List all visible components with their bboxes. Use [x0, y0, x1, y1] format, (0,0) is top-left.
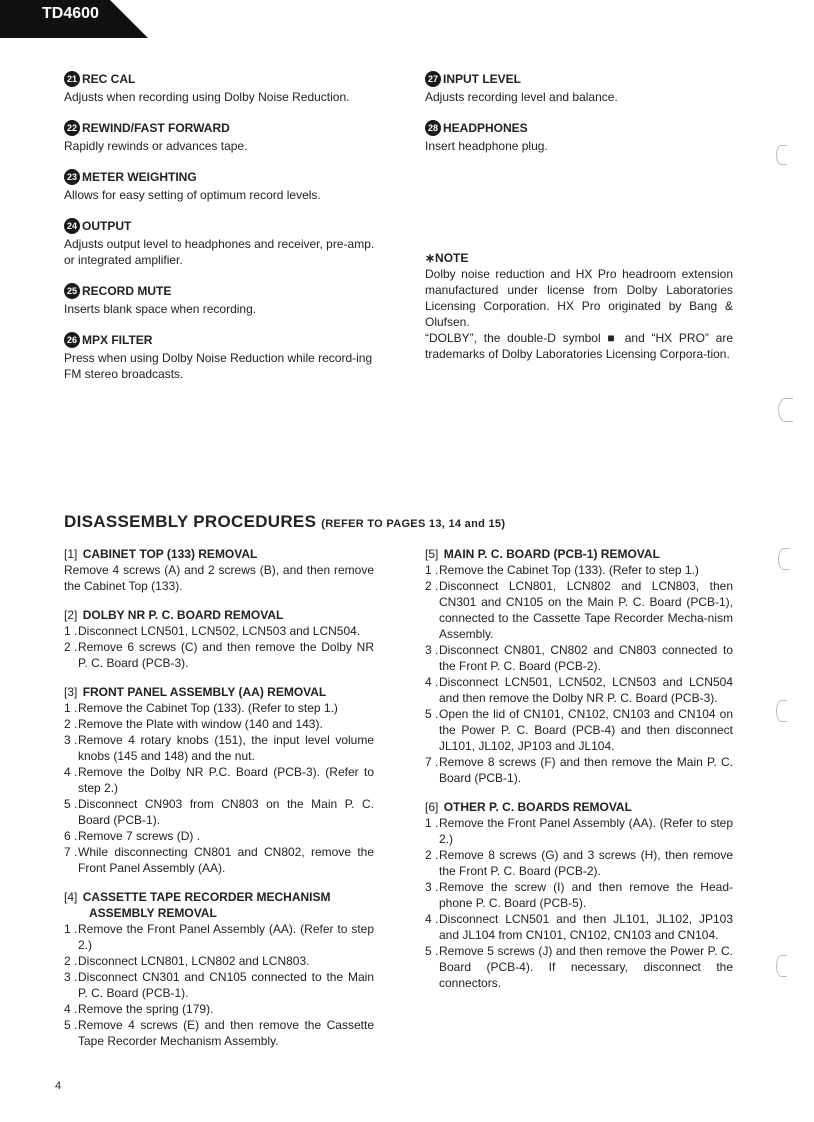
step-number: 1 . [64, 922, 78, 936]
step-number: 2 . [425, 848, 439, 862]
control-description: Press when using Dolby Noise Reduction while record-ing FM stereo broadcasts. [64, 351, 373, 381]
control-title-row [64, 168, 384, 186]
procedure-step [64, 1001, 374, 1017]
procedure-step [425, 754, 733, 786]
step-text: Disconnect LCN501, LCN502, LCN503 and LCN504 and then remove the Dolby NR P. C. Board (PCB-3). [439, 675, 733, 705]
procedure-2-steps [64, 623, 374, 671]
control-number-badge: 22 [64, 120, 80, 136]
step-number: 1 . [425, 563, 439, 577]
procedure-4-steps [64, 921, 374, 1049]
procedure-step [425, 815, 733, 847]
step-text: Remove 6 screws (C) and then remove the Dolby NR P. C. Board (PCB-3). [78, 640, 374, 670]
step-text: While disconnecting CN801 and CN802, remove the Front Panel Assembly (AA). [78, 845, 374, 875]
procedure-6-steps [425, 815, 733, 991]
procedure-6-title: OTHER P. C. BOARDS REMOVAL [443, 800, 632, 814]
control-description: Insert headphone plug. [425, 139, 548, 153]
procedure-4-number: [4] [64, 890, 78, 904]
step-text: Disconnect CN301 and CN105 connected to the Main P. C. Board (PCB-1). [78, 970, 374, 1000]
step-text: Open the lid of CN101, CN102, CN103 and CN104 on the Power P. C. Board (PCB-4) and then disconnect JL101, JL102, JP103 and JL104. [439, 707, 733, 753]
control-number-badge: 28 [425, 120, 441, 136]
step-number: 2 . [64, 717, 78, 731]
procedure-step [64, 796, 374, 828]
procedure-step [425, 642, 733, 674]
step-text: Remove the Front Panel Assembly (AA). (Refer to step 2.) [439, 816, 733, 846]
control-number-badge: 27 [425, 71, 441, 87]
control-number-badge: 25 [64, 283, 80, 299]
step-number: 5 . [64, 1018, 78, 1032]
page-number: 4 [55, 1080, 62, 1092]
control-title-row [425, 119, 745, 137]
step-number: 3 . [64, 733, 78, 747]
control-description: Allows for easy setting of optimum record levels. [64, 188, 321, 202]
step-text: Remove the Dolby NR P.C. Board (PCB-3). (Refer to step 2.) [78, 765, 374, 795]
procedure-5-title: MAIN P. C. BOARD (PCB-1) REMOVAL [443, 547, 660, 561]
control-number-badge: 24 [64, 218, 80, 234]
step-text: Remove the Cabinet Top (133). (Refer to step 1.) [439, 563, 699, 577]
binding-mark [776, 145, 787, 165]
step-number: 3 . [425, 643, 439, 657]
control-item [425, 119, 745, 154]
control-title: REC CAL [82, 72, 136, 86]
step-text: Remove the Plate with window (140 and 143). [78, 717, 323, 731]
procedure-step [64, 623, 374, 639]
procedure-step [64, 844, 374, 876]
step-number: 6 . [64, 829, 78, 843]
procedure-1-title: CABINET TOP (133) REMOVAL [82, 547, 258, 561]
procedure-3-steps [64, 700, 374, 876]
procedure-1-number: [1] [64, 547, 78, 561]
procedure-step [425, 674, 733, 706]
control-item [64, 168, 384, 203]
note-block [425, 250, 733, 362]
procedure-3-title: FRONT PANEL ASSEMBLY (AA) REMOVAL [82, 685, 327, 699]
procedure-2 [64, 607, 374, 671]
step-number: 2 . [64, 954, 78, 968]
procedures-right-column [425, 546, 733, 1004]
control-number-badge: 21 [64, 71, 80, 87]
step-text: Disconnect LCN801, LCN802 and LCN803. [78, 954, 310, 968]
control-title: INPUT LEVEL [443, 72, 522, 86]
procedure-5-number: [5] [425, 547, 439, 561]
procedure-step [425, 847, 733, 879]
procedure-step [64, 764, 374, 796]
procedure-2-title: DOLBY NR P. C. BOARD REMOVAL [82, 608, 284, 622]
procedure-1-heading [64, 546, 374, 562]
procedure-step [64, 639, 374, 671]
step-text: Remove 4 screws (E) and then remove the Cassette Tape Recorder Mechanism Assembly. [78, 1018, 374, 1048]
control-number-badge: 26 [64, 332, 80, 348]
model-tab [0, 0, 148, 38]
step-text: Disconnect CN903 from CN803 on the Main P. C. Board (PCB-1). [78, 797, 374, 827]
procedure-5 [425, 546, 733, 786]
step-number: 2 . [64, 640, 78, 654]
control-title: RECORD MUTE [82, 284, 172, 298]
control-title-row [64, 119, 384, 137]
control-title: MPX FILTER [82, 333, 153, 347]
procedure-step [64, 828, 374, 844]
procedure-step [425, 706, 733, 754]
control-title-row [425, 70, 745, 88]
step-text: Disconnect LCN801, LCN802 and LCN803, then CN301 and CN105 on the Main P. C. Board (PCB-1), connected to the Cassette Tape Recorder Mecha-nism Assembly. [439, 579, 733, 641]
control-title-row [64, 70, 384, 88]
procedure-6-heading [425, 799, 733, 815]
control-item [64, 331, 384, 382]
procedure-6-number: [6] [425, 800, 439, 814]
step-text: Disconnect CN801, CN802 and CN803 connected to the Front P. C. Board (PCB-2). [439, 643, 733, 673]
control-title: METER WEIGHTING [82, 170, 197, 184]
procedure-step [64, 1017, 374, 1049]
procedure-4-heading [64, 889, 374, 921]
procedure-4-title: CASSETTE TAPE RECORDER MECHANISM [82, 890, 331, 904]
control-title: HEADPHONES [443, 121, 528, 135]
note-title: ∗NOTE [425, 251, 469, 265]
section-heading [64, 512, 505, 532]
procedure-4 [64, 889, 374, 1049]
control-title-row [64, 217, 384, 235]
step-number: 1 . [425, 816, 439, 830]
step-number: 3 . [425, 880, 439, 894]
controls-right-column [425, 70, 745, 168]
step-text: Remove the spring (179). [78, 1002, 214, 1016]
procedure-5-steps [425, 562, 733, 786]
step-number: 4 . [425, 912, 439, 926]
step-text: Disconnect LCN501 and then JL101, JL102, JP103 and JL104 from CN101, CN102, CN103 and CN104. [439, 912, 733, 942]
binding-mark [776, 700, 787, 722]
section-reference: (REFER TO PAGES 13, 14 and 15) [321, 518, 506, 530]
control-description: Adjusts when recording using Dolby Noise Reduction. [64, 90, 350, 104]
procedure-step [64, 921, 374, 953]
step-text: Remove 8 screws (F) and then remove the Main P. C. Board (PCB-1). [439, 755, 733, 785]
control-title: REWIND/FAST FORWARD [82, 121, 230, 135]
step-number: 3 . [64, 970, 78, 984]
procedure-step [425, 562, 733, 578]
step-number: 5 . [64, 797, 78, 811]
step-number: 1 . [64, 624, 78, 638]
control-title-row [64, 282, 384, 300]
procedure-6 [425, 799, 733, 991]
step-text: Disconnect LCN501, LCN502, LCN503 and LCN504. [78, 624, 361, 638]
procedure-step [425, 943, 733, 991]
note-paragraph-2: “DOLBY”, the double-D symbol ■ and “HX PRO” are trademarks of Dolby Laboratories Licensing Corpora-tion. [425, 331, 733, 361]
step-number: 4 . [64, 765, 78, 779]
step-text: Remove the Cabinet Top (133). (Refer to step 1.) [78, 701, 338, 715]
control-description: Adjusts recording level and balance. [425, 90, 618, 104]
step-text: Remove 4 rotary knobs (151), the input level volume knobs (145 and 148) and the nut. [78, 733, 374, 763]
procedure-3 [64, 684, 374, 876]
step-number: 1 . [64, 701, 78, 715]
step-text: Remove 5 screws (J) and then remove the Power P. C. Board (PCB-4). If necessary, disconnect the connectors. [439, 944, 733, 990]
procedure-step [425, 911, 733, 943]
control-description: Rapidly rewinds or advances tape. [64, 139, 248, 153]
step-text: Remove 8 screws (G) and 3 screws (H), then remove the Front P. C. Board (PCB-2). [439, 848, 733, 878]
procedure-step [64, 732, 374, 764]
model-label: TD4600 [42, 5, 99, 22]
procedure-step [64, 716, 374, 732]
control-description: Inserts blank space when recording. [64, 302, 257, 316]
control-item [64, 119, 384, 154]
step-text: Remove the Front Panel Assembly (AA). (Refer to step 2.) [78, 922, 374, 952]
binding-mark [776, 955, 787, 977]
procedure-1-text: Remove 4 screws (A) and 2 screws (B), and then remove the Cabinet Top (133). [64, 563, 374, 593]
binding-mark [778, 398, 793, 422]
procedure-5-heading [425, 546, 733, 562]
control-item [64, 217, 384, 268]
control-description: Adjusts output level to headphones and receiver, pre-amp. or integrated amplifier. [64, 237, 375, 267]
procedure-3-number: [3] [64, 685, 78, 699]
step-number: 4 . [64, 1002, 78, 1016]
step-number: 5 . [425, 707, 439, 721]
step-number: 4 . [425, 675, 439, 689]
step-text: Remove 7 screws (D) . [78, 829, 201, 843]
binding-mark [778, 548, 789, 570]
control-number-badge: 23 [64, 169, 80, 185]
procedure-step [425, 879, 733, 911]
note-paragraph-1: Dolby noise reduction and HX Pro headroom extension manufactured under license from Dolby Laboratories Licensing Corporation. HX Pro originated by Bang & Olufsen. [425, 267, 733, 329]
procedure-2-heading [64, 607, 374, 623]
section-title: DISASSEMBLY PROCEDURES [64, 512, 317, 531]
step-number: 5 . [425, 944, 439, 958]
procedure-step [64, 969, 374, 1001]
control-item [425, 70, 745, 105]
control-item [64, 282, 384, 317]
controls-left-column [64, 70, 384, 396]
step-number: 2 . [425, 579, 439, 593]
procedure-step [425, 578, 733, 642]
procedures-left-column [64, 546, 374, 1062]
control-title: OUTPUT [82, 219, 132, 233]
control-item [64, 70, 384, 105]
control-title-row [64, 331, 384, 349]
step-number: 7 . [64, 845, 78, 859]
step-text: Remove the screw (I) and then remove the Head-phone P. C. Board (PCB-5). [439, 880, 733, 910]
step-number: 7 . [425, 755, 439, 769]
procedure-2-number: [2] [64, 608, 78, 622]
procedure-1 [64, 546, 374, 594]
procedure-step [64, 700, 374, 716]
procedure-step [64, 953, 374, 969]
procedure-3-heading [64, 684, 374, 700]
procedure-4-title-line-2: ASSEMBLY REMOVAL [89, 906, 217, 920]
